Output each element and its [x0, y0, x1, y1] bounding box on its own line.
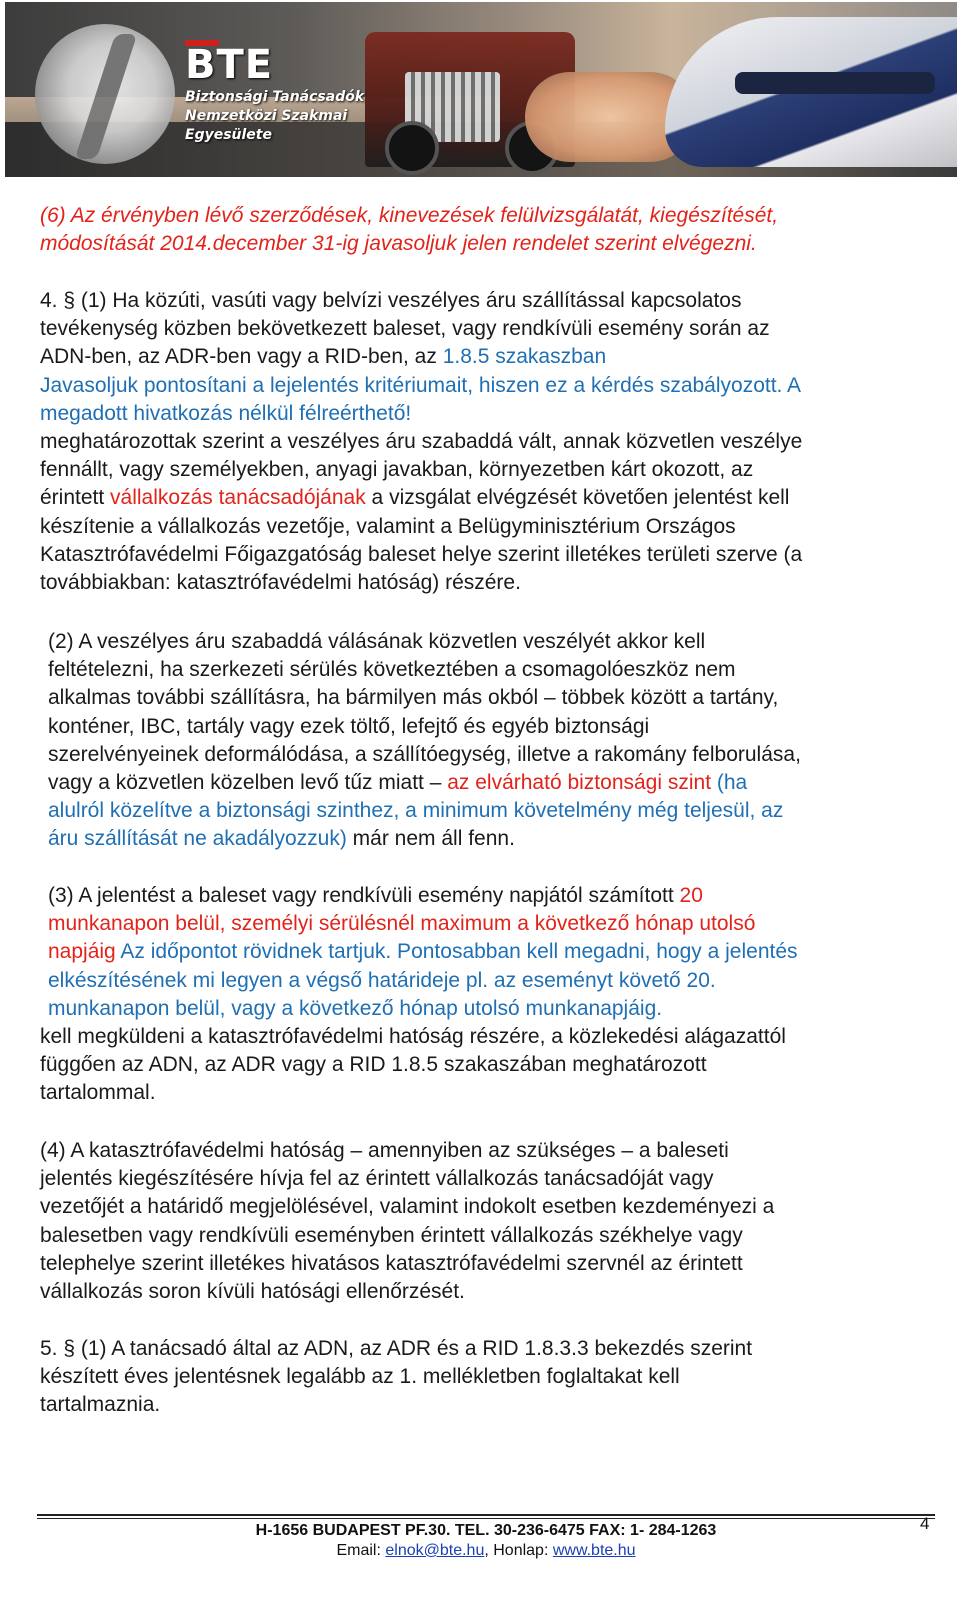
section-4-3 — [48, 882, 935, 1023]
s44-line-1: (4) A katasztrófavédelmi hatóság – amennyiben az szükséges – a baleseti — [40, 1139, 729, 1162]
s42-line-7: alulról közelítve a biztonsági szinthez, a minimum követelmény még teljesül, az — [48, 799, 784, 823]
s4-line-3-ref: 1.8.5 szakaszban — [442, 345, 607, 369]
s4-line-9: készítenie a vállalkozás vezetője, valamint a Belügyminisztérium Országos — [40, 514, 736, 538]
s44-line-6: vállalkozás soron kívüli hatósági ellenőrzését. — [40, 1279, 465, 1303]
footer-divider — [37, 1514, 935, 1516]
s5-line-3: tartalmaznia. — [40, 1393, 161, 1417]
s43-line-6: kell megküldeni a katasztrófavédelmi hatóság részére, a közlekedési alágazattól — [40, 1025, 786, 1048]
s43-line-7: függően az ADN, az ADR vagy a RID 1.8.5 szakaszában meghatározott — [40, 1053, 707, 1077]
s42-line-6 — [48, 769, 935, 797]
s4-line-3 — [40, 343, 935, 371]
section-4-2 — [48, 628, 935, 854]
section-4-1 — [40, 287, 935, 597]
s4-line-1: 4. § (1) Ha közúti, vasúti vagy belvízi veszélyes áru szállítással kapcsolatos — [40, 289, 742, 312]
s4-line-11: továbbiakban: katasztrófavédelmi hatóság) részére. — [40, 570, 521, 594]
web-label: , Honlap: — [484, 1542, 553, 1559]
s4-line-8-a: érintett — [40, 486, 111, 510]
s42-line-3: alkalmas további szállításra, ha bármilyen más okból – többek között a tartány, — [48, 686, 779, 710]
s42-line-6-red: az elvárható biztonsági szint — [447, 770, 712, 794]
s43-line-1-a: (3) A jelentést a baleset vagy rendkívüli esemény napjától számított — [48, 884, 680, 907]
s44-line-3: vezetőjét a határidő megjelölésével, valamint indokolt esetben kezdeményezi a — [40, 1195, 775, 1219]
s4-line-3-text: ADN-ben, az ADR-ben vagy a RID-ben, az — [40, 345, 443, 369]
road-logo-icon — [35, 24, 175, 164]
s4-line-7: fennállt, vagy személyekben, anyagi javakban, környezetben kárt okozott, az — [40, 458, 754, 482]
section-4-3-cont — [40, 1023, 935, 1108]
logo-abbr: BTE — [185, 42, 274, 88]
s44-line-5: telephelye szerint illetékes hivatásos katasztrófavédelmi szervnél az érintett — [40, 1251, 743, 1275]
para6-line-2: módosítását 2014.december 31-ig javasoljuk jelen rendelet szerint elvégezni. — [40, 232, 757, 256]
s43-line-3-red: napjáig — [48, 940, 116, 964]
s4-line-8-red: vállalkozás tanácsadójának — [110, 486, 366, 510]
page-number: 4 — [920, 1514, 930, 1533]
header-banner — [5, 2, 957, 177]
logo-text — [185, 88, 385, 145]
s4-line-8 — [40, 484, 935, 512]
s42-line-8-blue: áru szállítását ne akadályozzuk) — [48, 827, 347, 851]
s43-line-1-red: 20 — [679, 884, 703, 907]
train-image — [665, 17, 957, 167]
s43-line-3 — [48, 938, 935, 966]
s43-line-3-blue: Az időpontot rövidnek tartjuk. Pontosabban kell megadni, hogy a jelentés — [115, 940, 798, 964]
logo-line-1: Biztonsági Tanácsadók — [185, 89, 365, 105]
s5-line-2: készített éves jelentésnek legalább az 1. mellékletben foglaltakat kell — [40, 1365, 680, 1389]
s43-line-5: munkanapon belül, vagy a következő hónap utolsó munkanapjáig. — [48, 996, 663, 1020]
s42-line-6-a: vagy a közvetlen közelben levő tűz miatt – — [48, 770, 448, 794]
s5-line-1: 5. § (1) A tanácsadó által az ADN, az ADR és a RID 1.8.3.3 bekezdés szerint — [40, 1337, 753, 1360]
s42-line-5: szerelvényeinek deformálódása, a szállítóegység, illetve a rakomány felborulása, — [48, 742, 801, 766]
s4-line-8-b: a vizsgálat elvégzését követően jelentést kell — [365, 486, 790, 510]
s43-line-2: munkanapon belül, személyi sérülésnél maximum a következő hónap utolsó — [48, 912, 756, 936]
email-link[interactable]: elnok@bte.hu — [385, 1542, 485, 1559]
s42-line-8 — [48, 825, 935, 853]
s42-line-4: konténer, IBC, tartály vagy ezek töltő, lefejtő és egyéb biztonsági — [48, 714, 650, 738]
footer-contact — [37, 1542, 935, 1560]
logo-line-3: Egyesülete — [185, 127, 272, 143]
paragraph-6 — [40, 202, 935, 258]
s42-line-1: (2) A veszélyes áru szabaddá válásának közvetlen veszélyét akkor kell — [48, 630, 706, 653]
s4-line-10: Katasztrófavédelmi Főigazgatóság baleset helye szerint illetékes területi szerve (a — [40, 542, 803, 566]
s4-line-2: tevékenység közben bekövetkezett baleset, vagy rendkívüli esemény során az — [40, 317, 770, 341]
s44-line-2: jelentés kiegészítésére hívja fel az érintett vállalkozás tanácsadóját vagy — [40, 1167, 714, 1191]
footer-address: H-1656 BUDAPEST PF.30. TEL. 30-236-6475 FAX: 1- 284-1263 — [255, 1522, 717, 1539]
s42-line-6-blue: (ha — [711, 770, 748, 794]
logo-line-2: Nemzetközi Szakmai — [185, 108, 348, 124]
website-link[interactable]: www.bte.hu — [552, 1542, 636, 1559]
s4-line-6: meghatározottak szerint a veszélyes áru szabaddá vált, annak közvetlen veszélye — [40, 429, 803, 453]
s42-line-2: feltételezni, ha szerkezeti sérülés következtében a csomagolóeszköz nem — [48, 658, 736, 682]
s43-line-1 — [48, 882, 935, 910]
section-4-4 — [40, 1137, 935, 1306]
section-5-1 — [40, 1335, 935, 1420]
comment-line-2: megadott hivatkozás nélkül félreérthető! — [40, 401, 412, 425]
s43-line-4: elkészítésének mi legyen a végső határideje pl. az eseményt követő 20. — [48, 968, 716, 992]
s43-line-8: tartalommal. — [40, 1081, 156, 1105]
para6-line-1: (6) Az érvényben lévő szerződések, kinevezések felülvizsgálatát, kiegészítését, — [40, 204, 779, 227]
s42-line-8-b: már nem áll fenn. — [346, 827, 515, 851]
email-label: Email: — [336, 1542, 386, 1559]
s44-line-4: balesetben vagy rendkívüli eseményben érintett vállalkozás székhelye vagy — [40, 1223, 743, 1247]
footer-divider-thin — [37, 1518, 935, 1519]
comment-line-1: Javasoljuk pontosítani a lejelentés kritériumait, hiszen ez a kérdés szabályozott. A — [40, 373, 802, 397]
